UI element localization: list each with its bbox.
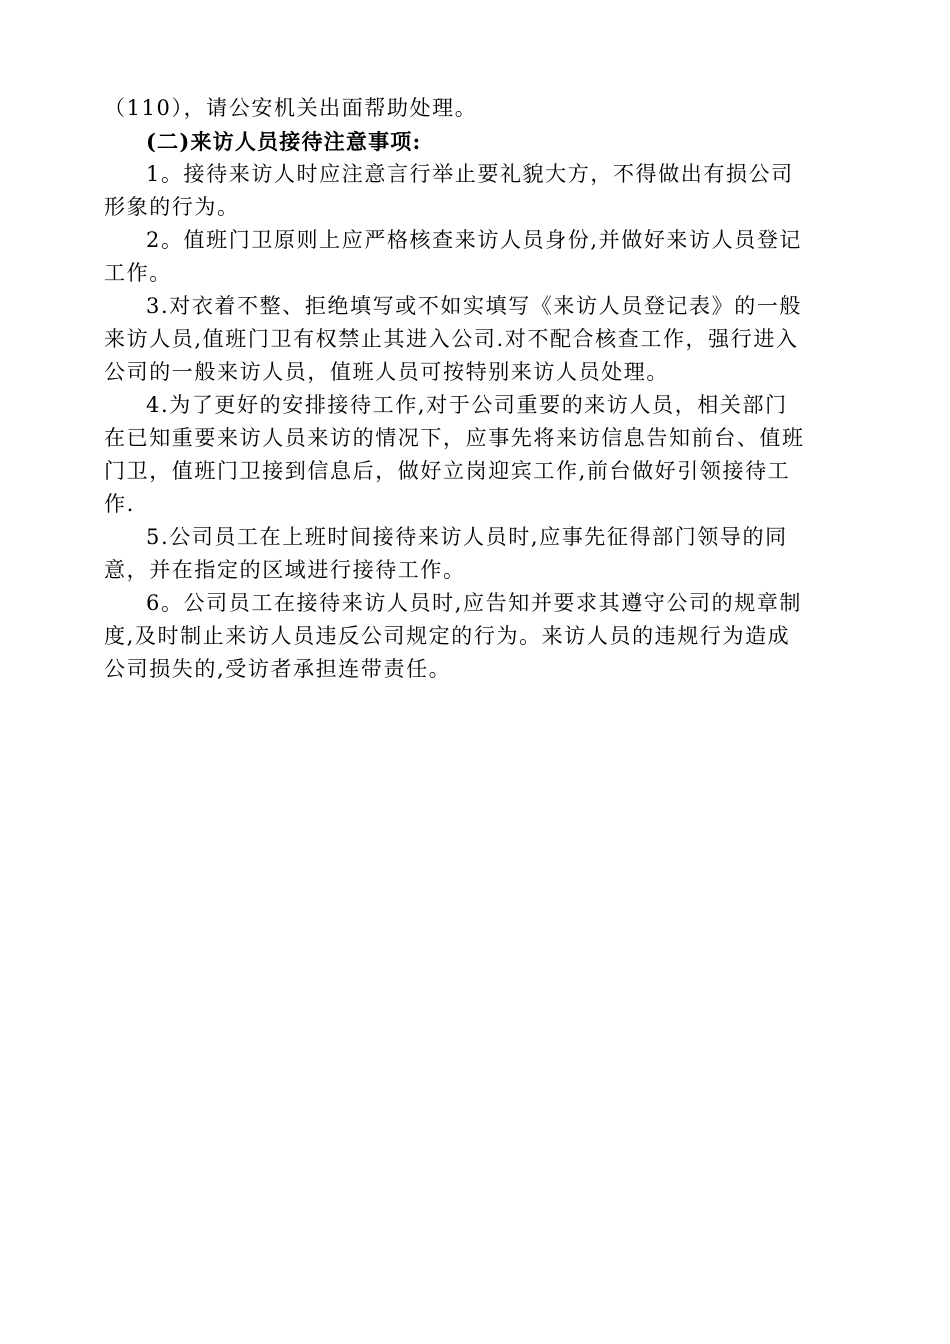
paragraph-line: 来访人员,值班门卫有权禁止其进入公司.对不配合核查工作，强行进入	[104, 327, 799, 351]
paragraph-4	[104, 389, 850, 521]
paragraph-line: 形象的行为。	[104, 195, 240, 219]
section-heading: (二)来访人员接待注意事项:	[146, 129, 422, 154]
paragraph-1	[104, 158, 850, 224]
paragraph-6	[104, 587, 850, 686]
paragraph-line: 度,及时制止来访人员违反公司规定的行为。来访人员的违规行为造成	[104, 624, 791, 648]
paragraph-line: 门卫，值班门卫接到信息后，做好立岗迎宾工作,前台做好引领接待工	[104, 459, 791, 483]
paragraph-2	[104, 224, 850, 290]
paragraph-5	[104, 521, 850, 587]
paragraph-line: 6。公司员工在接待来访人员时,应告知并要求其遵守公司的规章制	[146, 591, 803, 615]
paragraph-line: 在已知重要来访人员来访的情况下，应事先将来访信息告知前台、值班	[104, 426, 805, 450]
paragraph-line: 2。值班门卫原则上应严格核查来访人员身份,并做好来访人员登记	[146, 228, 803, 252]
paragraph-line: 工作。	[104, 261, 172, 285]
paragraph-3	[104, 290, 850, 389]
paragraph-line: 1。接待来访人时应注意言行举止要礼貌大方，不得做出有损公司	[146, 162, 794, 186]
paragraph-line: 公司损失的,受访者承担连带责任。	[104, 657, 452, 681]
paragraph-line: 作.	[104, 492, 135, 516]
paragraph-line: 公司的一般来访人员，值班人员可按特别来访人员处理。	[104, 360, 669, 384]
opening-line: （110），请公安机关出面帮助处理。	[104, 96, 478, 120]
paragraph-line: 5.公司员工在上班时间接待来访人员时,应事先征得部门领导的同	[146, 525, 788, 549]
paragraph-line: 意，并在指定的区域进行接待工作。	[104, 558, 466, 582]
paragraph-line: 3.对衣着不整、拒绝填写或不如实填写《来访人员登记表》的一般	[146, 294, 803, 318]
paragraph-line: 4.为了更好的安排接待工作,对于公司重要的来访人员，相关部门	[146, 393, 788, 417]
document-body	[104, 92, 850, 686]
